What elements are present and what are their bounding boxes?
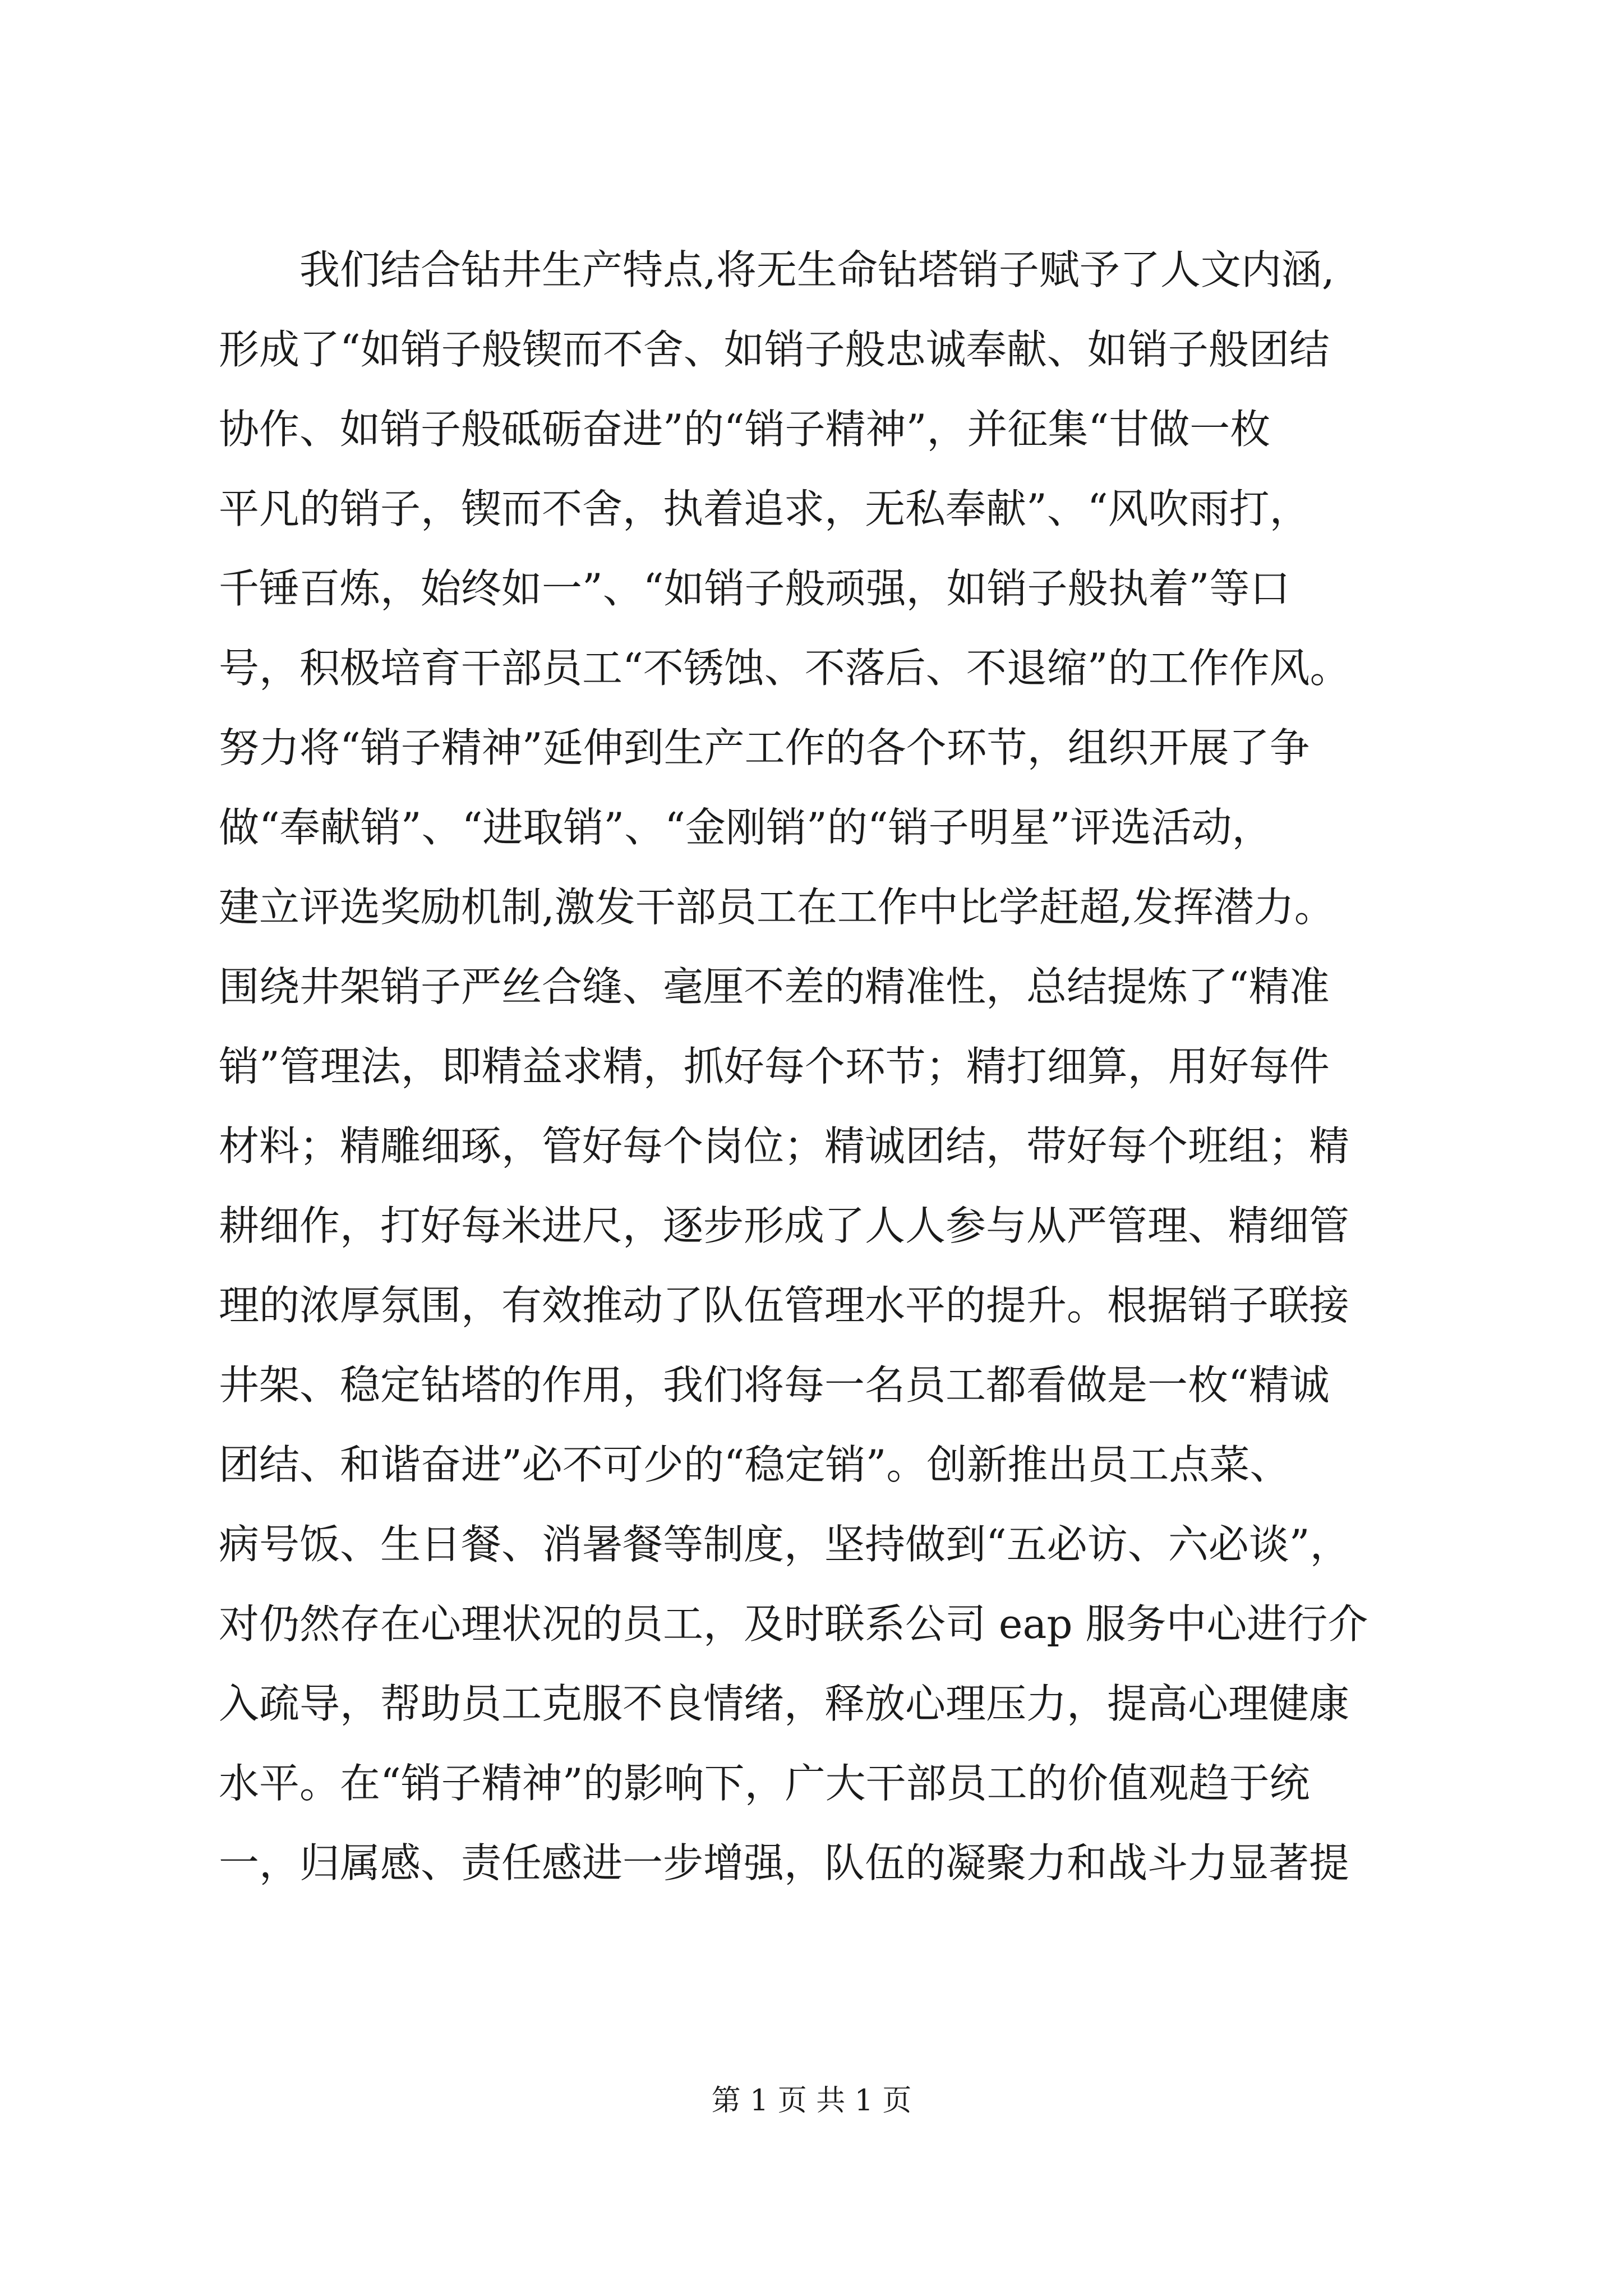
text-line: 销”管理法，即精益求精，抓好每个环节；精打细算，用好每件 <box>219 1043 1330 1090</box>
text-line: 水平。在“销子精神”的影响下，广大干部员工的价值观趋于统 <box>219 1760 1310 1807</box>
body-paragraph <box>219 230 1430 1903</box>
text-line: 建立评选奖励机制,激发干部员工在工作中比学赶超,发挥潜力。 <box>219 884 1335 931</box>
text-line: 团结、和谐奋进”必不可少的“稳定销”。创新推出员工点菜、 <box>219 1441 1290 1488</box>
text-line: 井架、稳定钻塔的作用，我们将每一名员工都看做是一枚“精诚 <box>219 1361 1330 1409</box>
text-line: 病号饭、生日餐、消暑餐等制度，坚持做到“五必访、六必谈”， <box>219 1521 1350 1568</box>
text-line: 耕细作，打好每米进尺，逐步形成了人人参与从严管理、精细管 <box>219 1202 1350 1249</box>
text-line: 理的浓厚氛围，有效推动了队伍管理水平的提升。根据销子联接 <box>219 1282 1350 1329</box>
text-line: 对仍然存在心理状况的员工，及时联系公司 eap 服务中心进行介 <box>219 1600 1368 1648</box>
text-line: 做“奉献销”、“进取销”、“金刚销”的“销子明星”评选活动， <box>219 804 1272 851</box>
text-line: 形成了“如销子般锲而不舍、如销子般忠诚奉献、如销子般团结 <box>219 326 1330 373</box>
text-line: 一，归属感、责任感进一步增强，队伍的凝聚力和战斗力显著提 <box>219 1839 1350 1887</box>
text-line: 协作、如销子般砥砺奋进”的“销子精神”，并征集“甘做一枚 <box>219 406 1271 453</box>
page-number-label: 第 1 页 共 1 页 <box>711 2084 912 2118</box>
text-line: 努力将“销子精神”延伸到生产工作的各个环节，组织开展了争 <box>219 724 1310 771</box>
text-line: 平凡的销子，锲而不舍，执着追求，无私奉献”、“风吹雨打， <box>219 485 1310 532</box>
text-line: 材料；精雕细琢，管好每个岗位；精诚团结，带好每个班组；精 <box>219 1122 1350 1170</box>
text-line: 入疏导，帮助员工克服不良情绪，释放心理压力，提高心理健康 <box>219 1680 1350 1727</box>
page-footer <box>0 2081 1623 2120</box>
text-line: 围绕井架销子严丝合缝、毫厘不差的精准性，总结提炼了“精准 <box>219 963 1330 1010</box>
text-line: 我们结合钻井生产特点,将无生命钻塔销子赋予了人文内涵, <box>299 246 1335 293</box>
text-line: 千锤百炼，始终如一”、“如销子般顽强，如销子般执着”等口 <box>219 565 1290 612</box>
text-line: 号，积极培育干部员工“不锈蚀、不落后、不退缩”的工作作风。 <box>219 645 1350 692</box>
